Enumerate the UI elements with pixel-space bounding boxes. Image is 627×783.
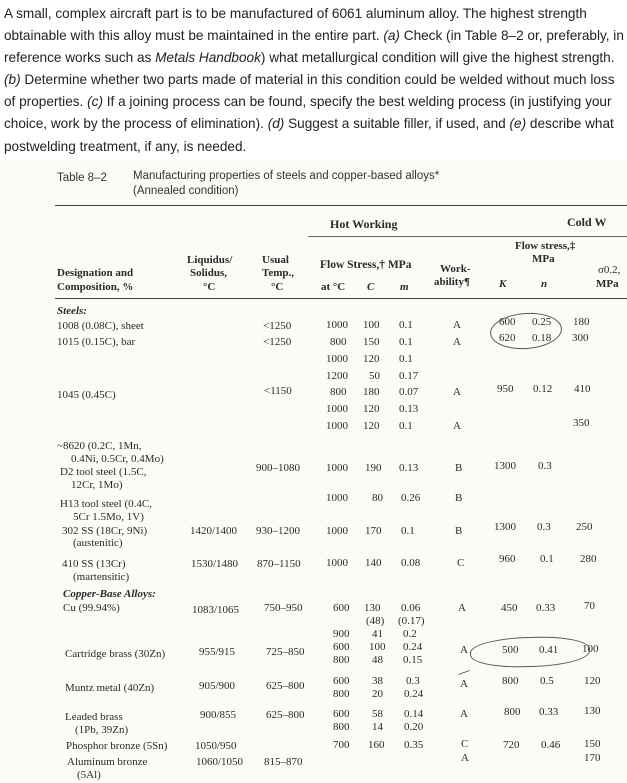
k-value: 450 [501, 602, 518, 614]
at-value: 1000 [326, 353, 348, 365]
header-designation: Designation and [57, 267, 134, 279]
temp-1045: <1150 [264, 385, 292, 397]
temp-1015: <1250 [263, 336, 292, 348]
row-302: 302 SS (18Cr, 9Ni) [62, 525, 148, 537]
row-410-cont: (martensitic) [73, 571, 130, 583]
m-value: 0.13 [399, 403, 419, 415]
temp-aluminum: 815–870 [264, 756, 303, 768]
c-value: 170 [365, 525, 382, 537]
at-value: 1000 [326, 319, 348, 331]
row-aluminum-bronze: Aluminum bronze [67, 756, 148, 768]
n-value: 0.1 [540, 553, 554, 565]
header-temp-unit: °C [271, 281, 284, 293]
c-value: 50 [369, 370, 380, 382]
k-value: 1300 [494, 521, 516, 533]
c-value: 150 [363, 336, 380, 348]
liquidus-410: 1530/1480 [191, 558, 239, 570]
at-value: 900 [333, 628, 350, 640]
at-value: 1000 [326, 462, 348, 474]
workability: A [453, 420, 461, 432]
row-d2-cont: 12Cr, 1Mo) [71, 479, 123, 491]
k-value: 800 [502, 675, 519, 687]
k-value: 500 [502, 644, 519, 656]
at-value: 1000 [326, 492, 348, 504]
liquidus-302: 1420/1400 [190, 525, 238, 537]
k-value: 950 [497, 383, 514, 395]
m-value: 0.1 [401, 525, 415, 537]
row-302-cont: (austenitic) [73, 537, 123, 549]
row-aluminum-bronze-cont: (5Al) [77, 769, 101, 781]
c-value: 100 [369, 641, 386, 653]
at-value: 1000 [326, 420, 348, 432]
row-leaded-brass-cont: (1Pb, 39Zn) [75, 724, 129, 736]
m-value: 0.20 [404, 721, 424, 733]
c-value: 160 [368, 739, 385, 751]
n-value: 0.33 [536, 602, 556, 614]
temp-d2: 900–1080 [256, 462, 300, 474]
n-value: 0.46 [541, 739, 561, 751]
workability: A [460, 708, 468, 720]
m-value: 0.07 [399, 386, 419, 398]
k-value: 800 [504, 706, 521, 718]
header-liquidus: Liquidus/ [187, 254, 233, 266]
at-value: 600 [333, 675, 350, 687]
liquidus-muntz: 905/900 [199, 680, 236, 692]
c-value: 100 [363, 319, 380, 331]
at-value: 600 [333, 602, 350, 614]
c-value: 80 [372, 492, 383, 504]
sigma-value: 150 [584, 738, 601, 750]
section-copper: Copper-Base Alloys: [63, 588, 156, 600]
sigma-value: 180 [573, 316, 590, 328]
temp-muntz: 625–800 [266, 680, 305, 692]
sigma-value: 120 [584, 675, 601, 687]
m-value: 0.3 [406, 675, 420, 687]
sigma-value: 250 [576, 521, 593, 533]
liquidus-aluminum: 1060/1050 [196, 756, 244, 768]
workability: A [460, 644, 468, 656]
row-leaded-brass: Leaded brass [65, 711, 123, 723]
k-value: 1300 [494, 460, 516, 472]
header-cold-flow-unit: MPa [532, 253, 555, 265]
n-value: 0.33 [539, 706, 559, 718]
temp-cu: 750–950 [264, 602, 303, 614]
workability: B [455, 525, 463, 537]
c-value: 48 [372, 654, 383, 666]
workability: B [455, 462, 463, 474]
c-value: 20 [372, 688, 383, 700]
c-value: 180 [363, 386, 380, 398]
header-sigma-unit: MPa [596, 278, 619, 290]
sigma-value: 170 [584, 752, 601, 764]
problem-statement [4, 3, 624, 158]
c-value: 130 [364, 602, 381, 614]
c-value: 140 [365, 557, 382, 569]
n-value: 0.41 [539, 644, 559, 656]
row-d2: D2 tool steel (1.5C, [60, 466, 147, 478]
at-value: 800 [333, 688, 350, 700]
n-value: 0.18 [532, 332, 552, 344]
workability: A [458, 602, 466, 614]
temp-302: 930–1200 [256, 525, 300, 537]
sigma-value: 410 [574, 383, 591, 395]
liquidus-leaded: 900/855 [200, 709, 237, 721]
row-cu: Cu (99.94%) [63, 602, 120, 614]
row-410: 410 SS (13Cr) [62, 558, 126, 570]
workability: A [453, 319, 461, 331]
header-m: m [400, 281, 409, 293]
at-value: 800 [330, 386, 347, 398]
header-C: C [367, 281, 375, 293]
workability: A [460, 678, 468, 690]
row-1045: 1045 (0.45C) [57, 389, 116, 401]
m-value: (0.17) [398, 615, 425, 627]
header-usual: Usual [262, 254, 289, 266]
c-value: 38 [372, 675, 383, 687]
header-cold-working: Cold W [567, 215, 607, 229]
m-value: 0.14 [404, 708, 424, 720]
workability: C [461, 738, 469, 750]
header-ability: ability¶ [434, 276, 470, 288]
pencil-tick [458, 670, 470, 675]
m-value: 0.08 [401, 557, 421, 569]
m-value: 0.1 [399, 319, 413, 331]
c-value: 58 [372, 708, 383, 720]
sigma-value: 70 [584, 600, 595, 612]
m-value: 0.13 [399, 462, 419, 474]
at-value: 800 [333, 721, 350, 733]
c-value: 120 [363, 403, 380, 415]
sigma-value: 350 [573, 417, 590, 429]
sigma-value: 300 [572, 332, 589, 344]
at-value: 700 [333, 739, 350, 751]
problem-text: A small, complex aircraft part is to be manufactured of 6061 aluminum alloy. The highest strength obtainable with this alloy must be maintained in the entire part. (a) Check (in Table 8–2 or, preferably, in reference works such as Metals Handbook) what metallurgical condition will give the highest strength. (b) Determine whether two parts made of material in this condition could be welded without much loss of properties. (c) If a joining process can be found, specify the best welding process (in justifying your choice, work by the process of elimination). (d) Suggest a suitable filler, if used, and (e) describe what postwelding treatment, if any, is needed. [4, 6, 624, 154]
temp-410: 870–1150 [257, 558, 301, 570]
c-value: 14 [372, 721, 383, 733]
n-value: 0.12 [533, 383, 553, 395]
m-value: 0.1 [399, 420, 413, 432]
at-value: 1000 [326, 557, 348, 569]
row-h13-cont: 5Cr 1.5Mo, 1V) [73, 511, 144, 523]
liquidus-cartridge: 955/915 [199, 646, 236, 658]
workability: B [455, 492, 463, 504]
workability: C [457, 557, 465, 569]
header-at: at °C [321, 281, 346, 293]
sigma-value: 280 [580, 553, 597, 565]
header-sigma: σ0.2, [598, 264, 621, 276]
m-value: 0.24 [403, 641, 423, 653]
m-value: 0.2 [403, 628, 417, 640]
m-value: 0.17 [399, 370, 419, 382]
c-value: 41 [372, 628, 383, 640]
header-cold-flow: Flow stress,‡ [515, 240, 576, 252]
pencil-circle-brass [470, 635, 591, 669]
workability: A [453, 336, 461, 348]
header-composition: Composition, % [57, 281, 134, 293]
workability: A [461, 752, 469, 764]
header-solidus: Solidus, [190, 267, 227, 279]
m-value: 0.24 [404, 688, 424, 700]
liquidus-phosphor: 1050/950 [195, 740, 237, 752]
row-muntz-metal: Muntz metal (40Zn) [65, 682, 155, 694]
m-value: 0.15 [403, 654, 423, 666]
sigma-value: 130 [584, 705, 601, 717]
header-hot-working: Hot Working [330, 217, 398, 231]
section-steels: Steels: [57, 305, 87, 317]
k-value: 600 [499, 316, 516, 328]
temp-cartridge: 725–850 [266, 646, 305, 658]
row-8620-cont: 0.4Ni, 0.5Cr, 0.4Mo) [71, 453, 164, 465]
table-subtitle: (Annealed condition) [133, 185, 239, 197]
temp-1008: <1250 [263, 320, 292, 332]
n-value: 0.5 [540, 675, 554, 687]
at-value: 600 [333, 708, 350, 720]
header-K: K [499, 278, 507, 290]
c-value: 190 [365, 462, 382, 474]
rule-group [308, 236, 627, 237]
header-flow-stress: Flow Stress,† MPa [320, 259, 412, 271]
row-cartridge-brass: Cartridge brass (30Zn) [65, 648, 166, 660]
row-phosphor-bronze: Phosphor bronze (5Sn) [66, 740, 168, 752]
row-h13: H13 tool steel (0.4C, [60, 498, 152, 510]
row-8620: ~8620 (0.2C, 1Mn, [57, 440, 142, 452]
header-n: n [541, 278, 548, 290]
n-value: 0.25 [532, 316, 552, 328]
k-value: 960 [499, 553, 516, 565]
sigma-value: 100 [582, 643, 599, 655]
at-value: 1000 [326, 525, 348, 537]
row-1015: 1015 (0.15C), bar [57, 336, 136, 348]
header-workability: Work- [440, 263, 471, 275]
rule-header-bottom [55, 298, 627, 299]
at-value: 600 [333, 641, 350, 653]
row-1008: 1008 (0.08C), sheet [57, 320, 144, 332]
workability: A [453, 386, 461, 398]
table-title: Manufacturing properties of steels and copper-based alloys* [133, 170, 440, 182]
m-value: 0.26 [401, 492, 421, 504]
at-value: 1000 [326, 403, 348, 415]
k-value: 720 [503, 739, 520, 751]
c-value: (48) [366, 615, 385, 627]
at-value: 1200 [326, 370, 348, 382]
n-value: 0.3 [537, 521, 551, 533]
rule-top [55, 205, 627, 206]
header-liquidus-unit: °C [203, 281, 216, 293]
m-value: 0.1 [399, 336, 413, 348]
liquidus-cu: 1083/1065 [192, 604, 240, 616]
c-value: 120 [363, 353, 380, 365]
c-value: 120 [363, 420, 380, 432]
k-value: 620 [499, 332, 516, 344]
at-value: 800 [330, 336, 347, 348]
header-temp: Temp., [262, 267, 294, 279]
at-value: 800 [333, 654, 350, 666]
scanned-table-page [0, 160, 627, 783]
temp-leaded: 625–800 [266, 709, 305, 721]
m-value: 0.35 [404, 739, 424, 751]
m-value: 0.06 [401, 602, 421, 614]
table-label: Table 8–2 [57, 172, 107, 184]
m-value: 0.1 [399, 353, 413, 365]
n-value: 0.3 [538, 460, 552, 472]
